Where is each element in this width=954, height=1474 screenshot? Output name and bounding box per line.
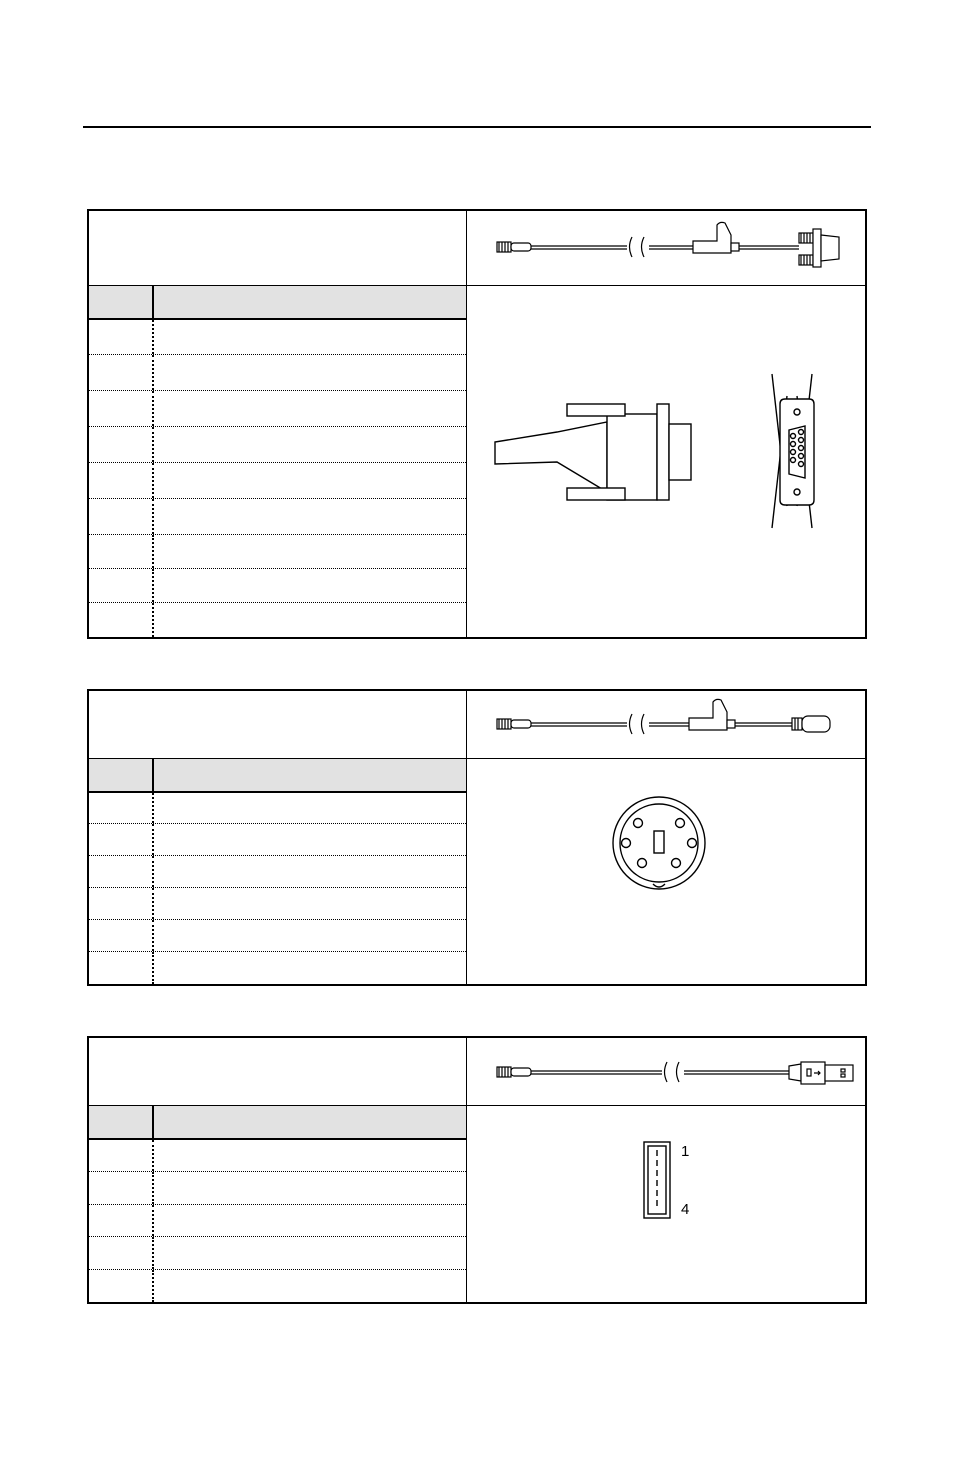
rs232-cable-illustration xyxy=(467,211,865,285)
ps2-cable-cell xyxy=(467,691,865,758)
table-row xyxy=(89,952,466,984)
db9-connector-illustration xyxy=(467,286,865,638)
ps2-title-cell xyxy=(89,691,467,758)
minidin-connector-illustration xyxy=(467,759,865,985)
table-row xyxy=(89,535,466,569)
table-row xyxy=(89,320,466,355)
table-row xyxy=(89,1270,466,1302)
usb-table-header xyxy=(89,1105,467,1140)
rs232-cable-cell xyxy=(467,211,865,285)
rs232-connector-figure xyxy=(467,285,865,638)
table-row xyxy=(89,1205,466,1237)
table-row xyxy=(89,856,466,888)
usb-title-cell xyxy=(89,1038,467,1105)
table-row xyxy=(89,793,466,824)
usb-cable-cell xyxy=(467,1038,865,1105)
table-row xyxy=(89,427,466,463)
ps2-pin-table xyxy=(89,793,467,984)
rs232-pin-table xyxy=(89,320,467,637)
table-row xyxy=(89,463,466,499)
table-row xyxy=(89,1140,466,1172)
table-row xyxy=(89,888,466,920)
usb-cable-block xyxy=(87,1036,867,1304)
rs232-cable-block xyxy=(87,209,867,639)
usb-connector-figure xyxy=(467,1105,865,1303)
header-rule xyxy=(83,126,871,128)
usb-pin-table xyxy=(89,1140,467,1302)
rs232-table-header xyxy=(89,285,467,320)
table-row xyxy=(89,1172,466,1205)
ps2-cable-illustration xyxy=(467,691,865,758)
table-row xyxy=(89,355,466,391)
ps2-connector-figure xyxy=(467,758,865,985)
table-row xyxy=(89,824,466,856)
usb-pin-label-1: 1 xyxy=(681,1143,690,1160)
usb-cable-illustration xyxy=(467,1038,865,1105)
table-row xyxy=(89,391,466,427)
table-row xyxy=(89,569,466,603)
table-row xyxy=(89,920,466,952)
rs232-title-cell xyxy=(89,211,467,285)
usb-a-connector-illustration xyxy=(467,1106,865,1303)
ps2-table-header xyxy=(89,758,467,793)
ps2-cable-block xyxy=(87,689,867,986)
table-row xyxy=(89,603,466,637)
table-row xyxy=(89,499,466,535)
table-row xyxy=(89,1237,466,1270)
usb-pin-label-4: 4 xyxy=(681,1201,690,1218)
